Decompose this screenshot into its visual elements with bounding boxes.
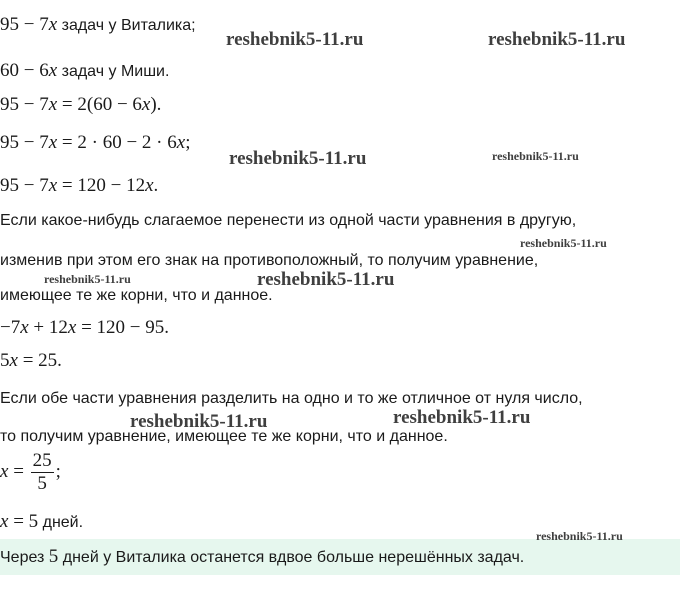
watermark: reshebnik5-11.ru	[44, 272, 131, 286]
answer-after: дней у Виталика останется вдвое больше нерешённых задач.	[62, 549, 525, 566]
fraction	[31, 450, 54, 495]
result-unit: дней.	[42, 514, 84, 531]
equation-3: 95 − 7x = 120 − 12x.	[0, 175, 159, 196]
rule-transfer-line-2: изменив при этом его знак на противоположный, то получим уравнение,	[0, 252, 539, 269]
watermark: reshebnik5-11.ru	[257, 269, 395, 290]
watermark: reshebnik5-11.ru	[488, 29, 626, 50]
rule-divide-line-2: то получим уравнение, имеющее те же корни, что и данное.	[0, 428, 448, 445]
expression-vitalik: 95 − 7x задач у Виталика;	[0, 14, 196, 35]
misha-tasks-label: задач у Миши.	[61, 63, 170, 80]
fraction-numerator: 25	[32, 450, 52, 471]
answer-before: Через	[0, 549, 45, 566]
equation-1: 95 − 7x = 2(60 − 6x).	[0, 94, 162, 115]
answer-value: 5	[48, 546, 59, 567]
rule-transfer-line-1: Если какое-нибудь слагаемое перенести из одной части уравнения в другую,	[0, 212, 577, 229]
watermark: reshebnik5-11.ru	[520, 236, 607, 250]
equation-fraction: x = $\frac{25}{5}$ ;	[0, 450, 61, 494]
equation-4: −7x + 12x = 120 − 95.	[0, 317, 169, 338]
watermark: reshebnik5-11.ru	[393, 407, 531, 428]
watermark: reshebnik5-11.ru	[226, 29, 364, 50]
result-line: x = 5 дней.	[0, 511, 84, 532]
expression-misha: 60 − 6x задач у Миши.	[0, 60, 170, 81]
watermark: reshebnik5-11.ru	[492, 149, 579, 163]
equation-5: 5x = 25.	[0, 350, 62, 371]
rule-transfer-line-3: имеющее те же корни, что и данное.	[0, 287, 273, 304]
vitalik-tasks-label: задач у Виталика;	[61, 17, 196, 34]
watermark: reshebnik5-11.ru	[229, 148, 367, 169]
watermark: reshebnik5-11.ru	[536, 529, 623, 543]
answer-box	[0, 539, 680, 575]
rule-divide-line-1: Если обе части уравнения разделить на одно и то же отличное от нуля число,	[0, 390, 583, 407]
watermark: reshebnik5-11.ru	[130, 411, 268, 432]
equation-2: 95 − 7x = 2 · 60 − 2 · 6x;	[0, 132, 191, 153]
fraction-denominator: 5	[37, 473, 47, 494]
